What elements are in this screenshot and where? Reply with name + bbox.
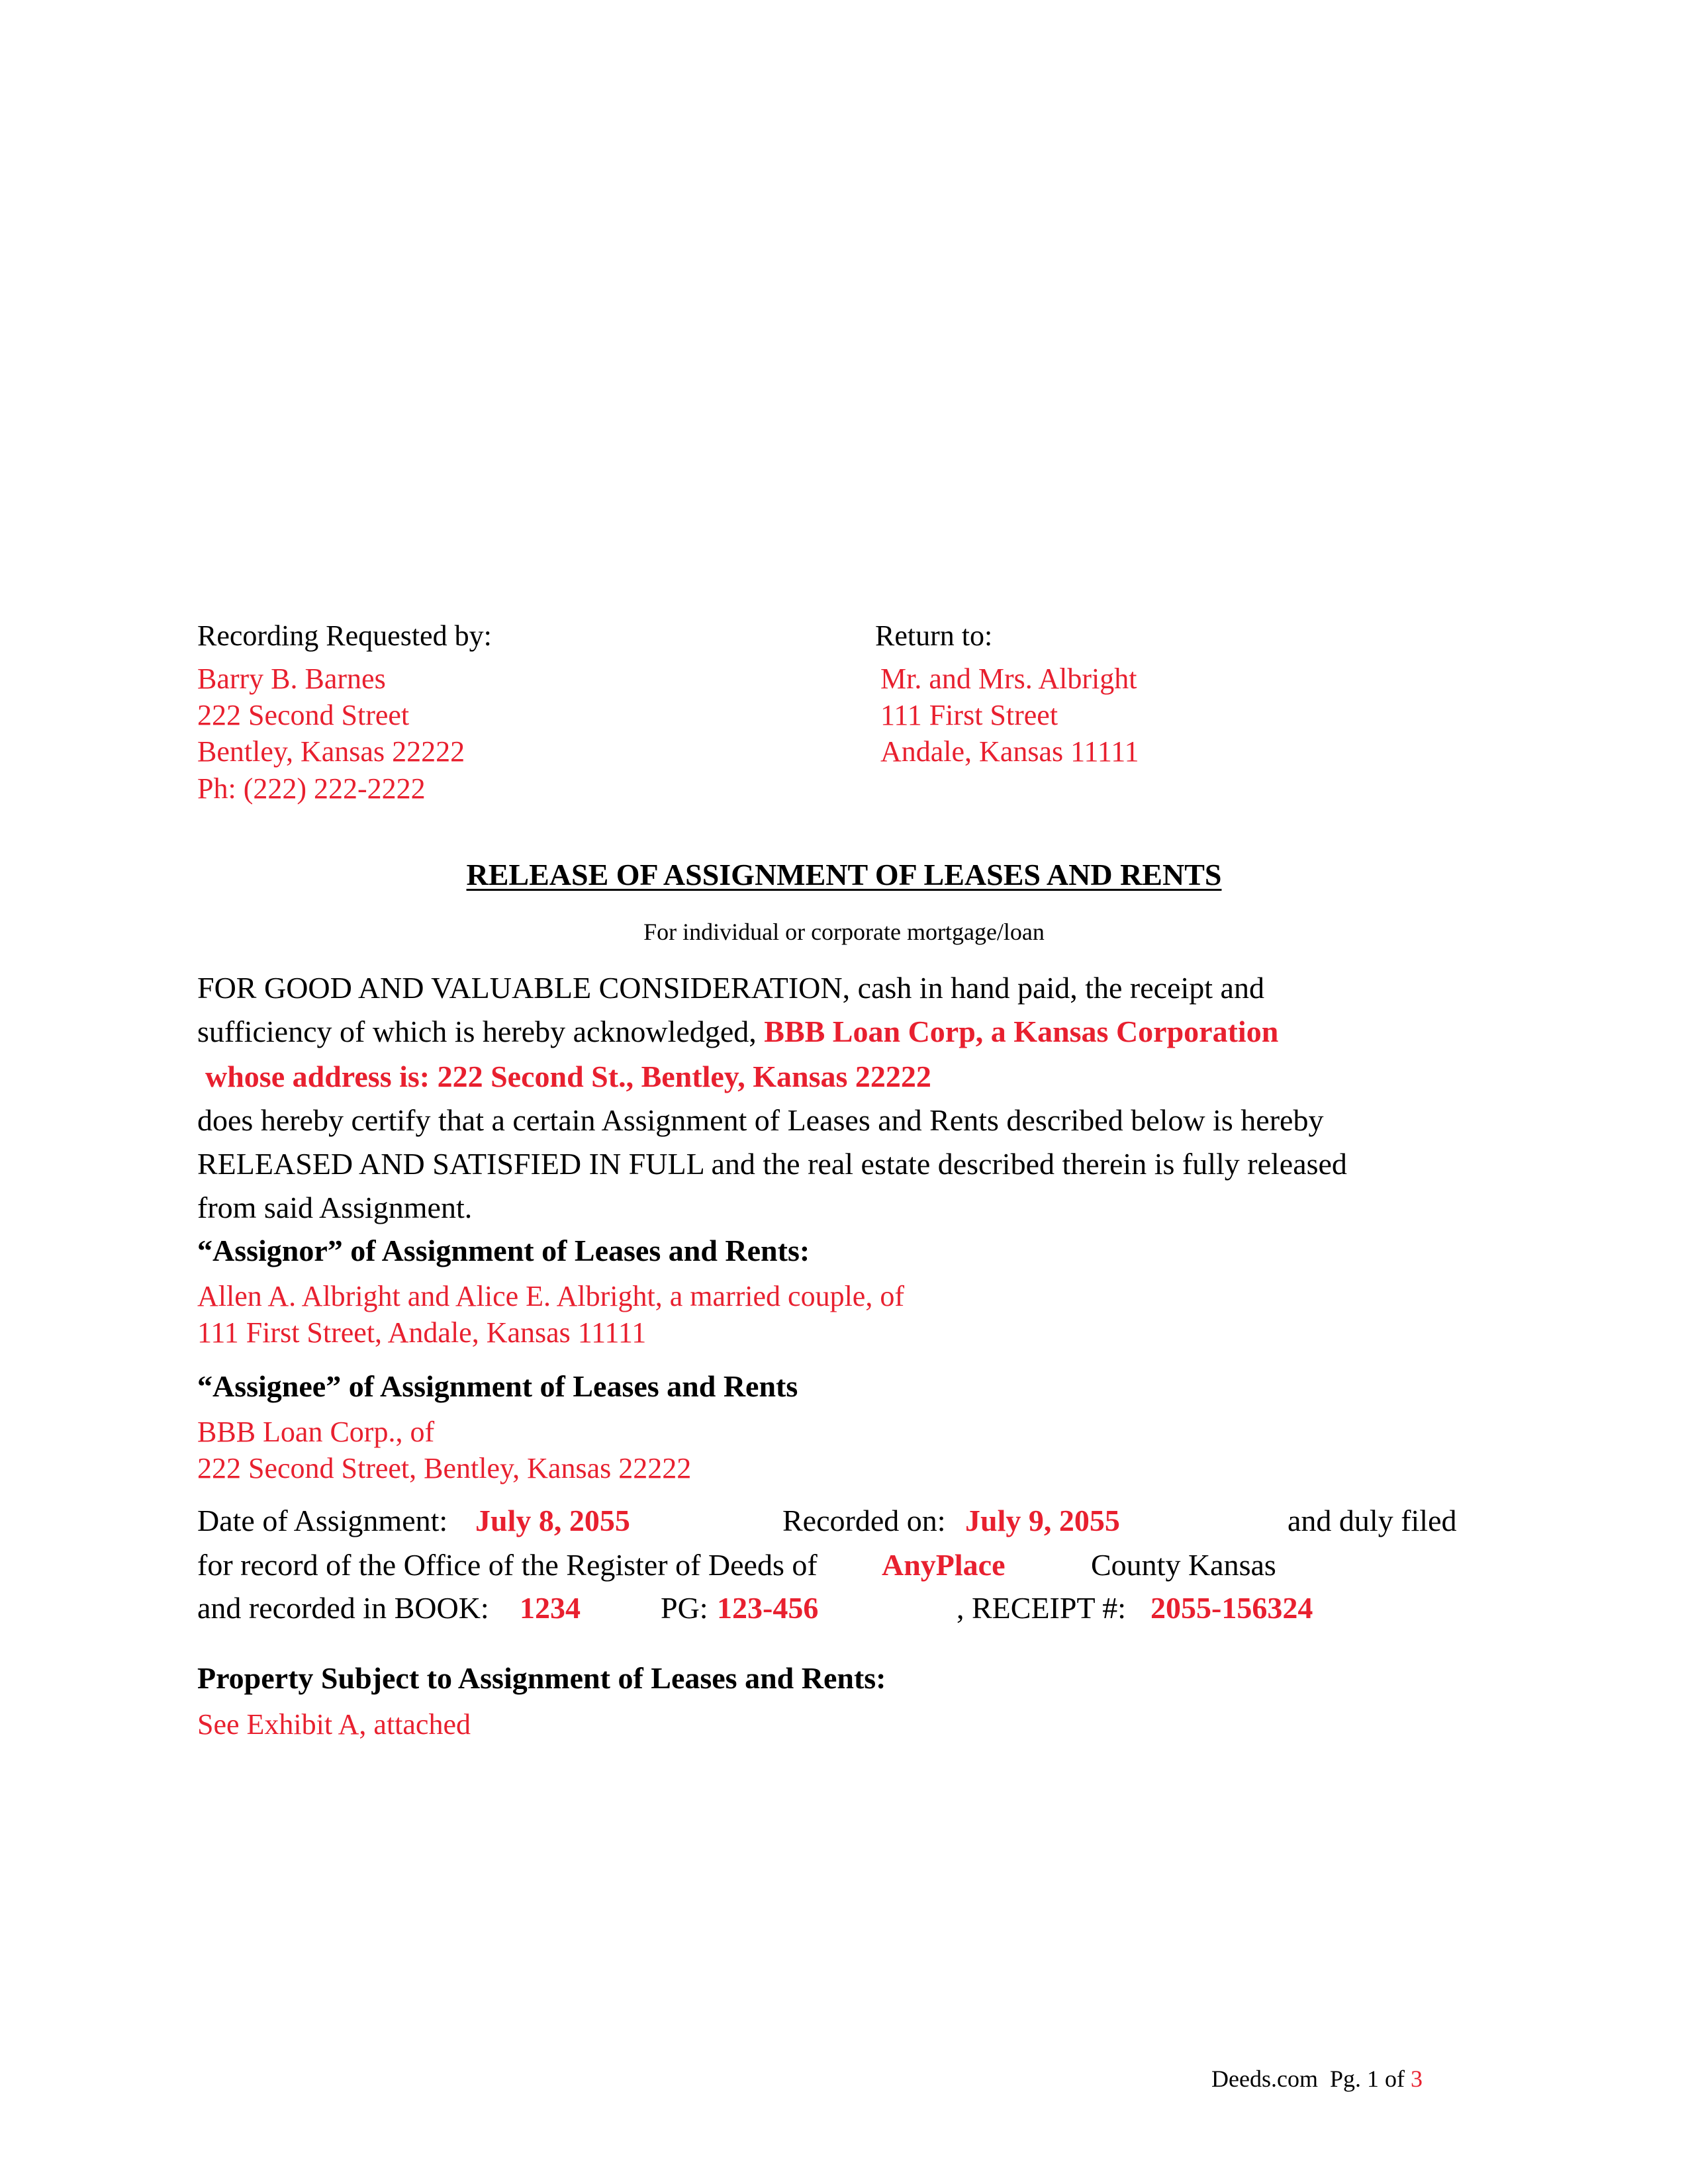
requester-phone: Ph: (222) 222-2222 (197, 772, 426, 805)
duly-filed-text: and duly filed (1288, 1504, 1457, 1537)
date-of-assignment-label: Date of Assignment: (197, 1504, 448, 1537)
consideration-line-1: FOR GOOD AND VALUABLE CONSIDERATION, cash in hand paid, the receipt and (197, 971, 1264, 1005)
pg-value: 123-456 (717, 1591, 819, 1625)
releasor-address: whose address is: 222 Second St., Bentley, Kansas 22222 (205, 1060, 931, 1093)
receipt-label: , RECEIPT #: (957, 1591, 1127, 1625)
footer-of-label: of (1384, 2066, 1405, 2092)
assignee-heading: “Assignee” of Assignment of Leases and Rents (197, 1369, 798, 1403)
consideration-line-2 (197, 1010, 1278, 1054)
document-title: RELEASE OF ASSIGNMENT OF LEASES AND RENTS (466, 858, 1222, 891)
date-of-assignment-value: July 8, 2055 (475, 1504, 630, 1537)
certify-line-2: RELEASED AND SATISFIED IN FULL and the real estate described therein is fully released (197, 1147, 1347, 1181)
footer-page-total: 3 (1410, 2066, 1423, 2092)
recorded-on-label: Recorded on: (782, 1504, 946, 1537)
assignor-heading: “Assignor” of Assignment of Leases and Rents: (197, 1234, 810, 1267)
county-suffix: County Kansas (1091, 1548, 1276, 1582)
requester-street: 222 Second Street (197, 699, 410, 731)
certify-line-1: does hereby certify that a certain Assignment of Leases and Rents described below is hereby (197, 1103, 1324, 1137)
return-to-city: Andale, Kansas 11111 (880, 735, 1139, 768)
receipt-value: 2055-156324 (1150, 1591, 1313, 1625)
document-subtitle: For individual or corporate mortgage/loan (643, 919, 1045, 945)
consideration-text-2: sufficiency of which is hereby acknowledged, (197, 1015, 757, 1048)
return-to-name: Mr. and Mrs. Albright (880, 662, 1137, 695)
assignee-line-1: BBB Loan Corp., of (197, 1416, 435, 1448)
assignee-line-2: 222 Second Street, Bentley, Kansas 22222 (197, 1452, 692, 1484)
book-value: 1234 (520, 1591, 581, 1625)
certify-line-3: from said Assignment. (197, 1191, 473, 1224)
recording-requested-label: Recording Requested by: (197, 619, 492, 652)
page-footer (1211, 2064, 1423, 2094)
footer-page-label: Pg. (1329, 2066, 1361, 2092)
pg-label: PG: (661, 1591, 708, 1625)
footer-page-number: 1 (1366, 2066, 1379, 2092)
register-text: for record of the Office of the Register of Deeds of (197, 1548, 818, 1582)
assignor-line-1: Allen A. Albright and Alice E. Albright, a married couple, of (197, 1280, 904, 1312)
requester-city: Bentley, Kansas 22222 (197, 735, 465, 768)
county-value: AnyPlace (882, 1548, 1006, 1582)
assignor-line-2: 111 First Street, Andale, Kansas 11111 (197, 1316, 647, 1349)
recorded-on-value: July 9, 2055 (965, 1504, 1120, 1537)
property-value: See Exhibit A, attached (197, 1708, 471, 1741)
book-label: and recorded in BOOK: (197, 1591, 489, 1625)
return-to-street: 111 First Street (880, 699, 1058, 731)
property-heading: Property Subject to Assignment of Leases and Rents: (197, 1661, 886, 1695)
releasor-name: BBB Loan Corp, a Kansas Corporation (764, 1015, 1279, 1048)
footer-brand: Deeds.com (1211, 2066, 1318, 2092)
return-to-label: Return to: (875, 619, 993, 652)
requester-name: Barry B. Barnes (197, 662, 386, 695)
